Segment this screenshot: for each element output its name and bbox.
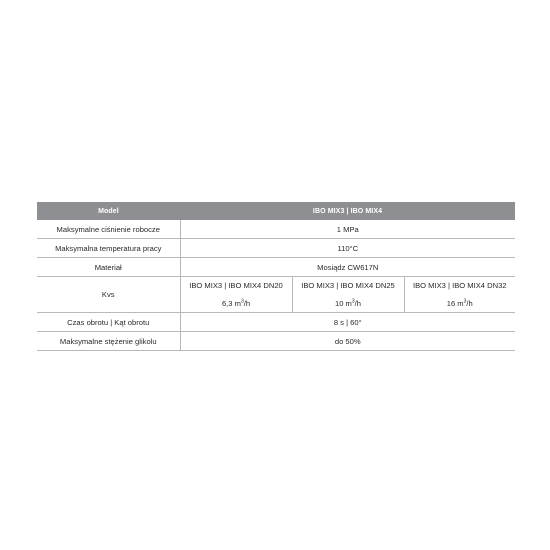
material-label: Materiał — [37, 258, 180, 277]
row-rotation — [37, 313, 515, 332]
kvs-variant-value: 6,3 $m^3/h$ — [180, 294, 292, 313]
header-row — [37, 202, 515, 220]
row-pressure — [37, 220, 515, 239]
rotation-value: 8 s | 60° — [180, 313, 515, 332]
kvs-variant-name: IBO MIX3 | IBO MIX4 DN32 — [412, 281, 507, 290]
pressure-value: 1 MPa — [180, 220, 515, 239]
glycol-label: Maksymalne stężenie glikolu — [37, 332, 180, 351]
kvs-variant-name: IBO MIX3 | IBO MIX4 DN20 — [180, 277, 292, 295]
row-temperature — [37, 239, 515, 258]
row-kvs-variants — [37, 277, 515, 295]
spec-table — [37, 202, 515, 351]
kvs-variant-value: 16 $m^3/h$ — [404, 294, 515, 313]
kvs-variant-value: 10 $m^3/h$ — [292, 294, 404, 313]
rotation-label: Czas obrotu | Kąt obrotu — [37, 313, 180, 332]
kvs-variant-name: IBO MIX3 | IBO MIX4 DN25 — [292, 277, 404, 295]
header-models: IBO MIX3 | IBO MIX4 — [180, 202, 515, 220]
pressure-label: Maksymalne ciśnienie robocze — [37, 220, 180, 239]
kvs-label: Kvs — [37, 277, 180, 313]
temperature-label: Maksymalna temperatura pracy — [37, 239, 180, 258]
row-glycol — [37, 332, 515, 351]
glycol-value: do 50% — [180, 332, 515, 351]
row-material — [37, 258, 515, 277]
temperature-value: 110°C — [180, 239, 515, 258]
table-header — [37, 202, 515, 220]
material-value: Mosiądz CW617N — [180, 258, 515, 277]
header-model-label: Model — [37, 202, 180, 220]
